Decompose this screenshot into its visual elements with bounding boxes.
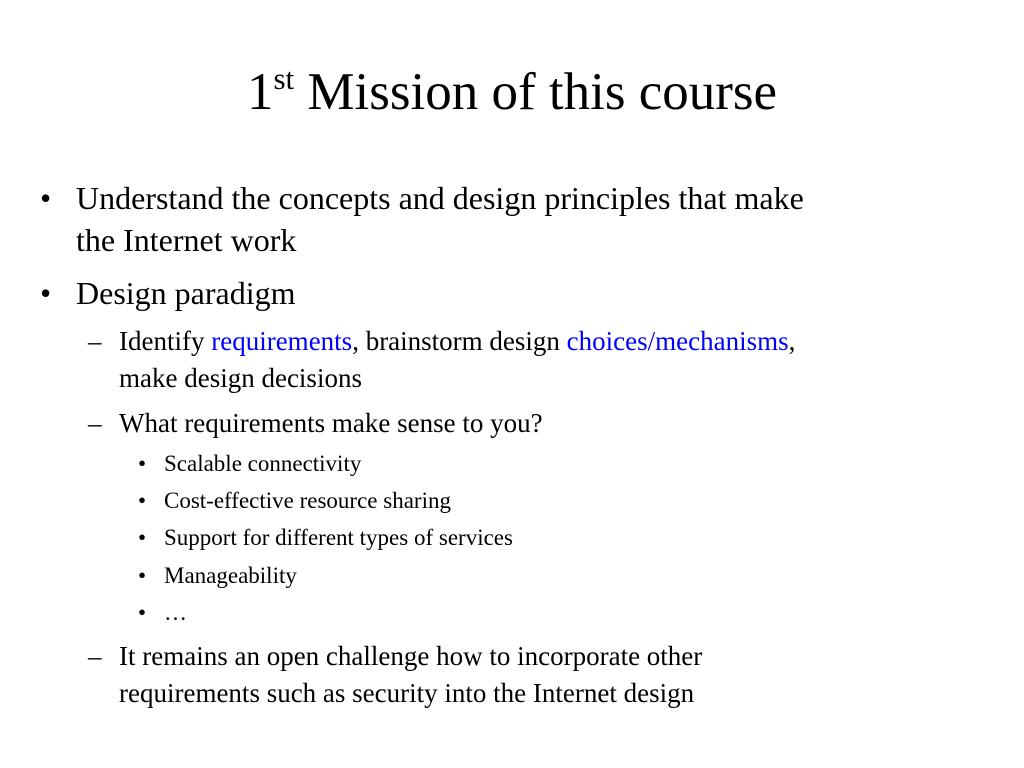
identify-line-1 bbox=[119, 323, 795, 360]
dash-bullet-icon: – bbox=[88, 326, 102, 356]
identify-line-2: make design decisions bbox=[119, 363, 362, 393]
understand-line-2: the Internet work bbox=[76, 222, 297, 258]
title-text: Mission of this course bbox=[294, 63, 778, 121]
small-bullet-icon: • bbox=[138, 488, 147, 513]
dash-bullet-icon: – bbox=[88, 641, 102, 671]
challenge-line-1: It remains an open challenge how to incorporate other bbox=[119, 641, 703, 671]
small-bullet-icon: • bbox=[138, 563, 147, 588]
ellipsis-item: … bbox=[164, 600, 187, 625]
scalable-connectivity: Scalable connectivity bbox=[164, 451, 362, 476]
understand-line-1: Understand the concepts and design principles that make bbox=[76, 180, 804, 216]
challenge-line-2: requirements such as security into the Internet design bbox=[119, 678, 695, 708]
manageability: Manageability bbox=[164, 563, 297, 588]
identify-middle: , brainstorm design bbox=[352, 326, 567, 356]
design-paradigm: Design paradigm bbox=[76, 275, 296, 311]
identify-comma: , bbox=[788, 326, 796, 356]
requirements-term: requirements bbox=[211, 326, 353, 356]
bullet-icon: • bbox=[40, 180, 52, 216]
what-requirements: What requirements make sense to you? bbox=[119, 408, 543, 438]
title-superscript: st bbox=[273, 61, 295, 96]
bullet-icon: • bbox=[40, 275, 52, 311]
dash-bullet-icon: – bbox=[88, 408, 102, 438]
identify-prefix: Identify bbox=[119, 326, 212, 356]
small-bullet-icon: • bbox=[138, 525, 147, 550]
support-services: Support for different types of services bbox=[164, 525, 513, 550]
title-number: 1 bbox=[246, 63, 274, 121]
cost-effective-sharing: Cost-effective resource sharing bbox=[164, 488, 451, 513]
choices-mechanisms-term: choices/mechanisms bbox=[566, 326, 789, 356]
small-bullet-icon: • bbox=[138, 600, 147, 625]
small-bullet-icon: • bbox=[138, 451, 147, 476]
